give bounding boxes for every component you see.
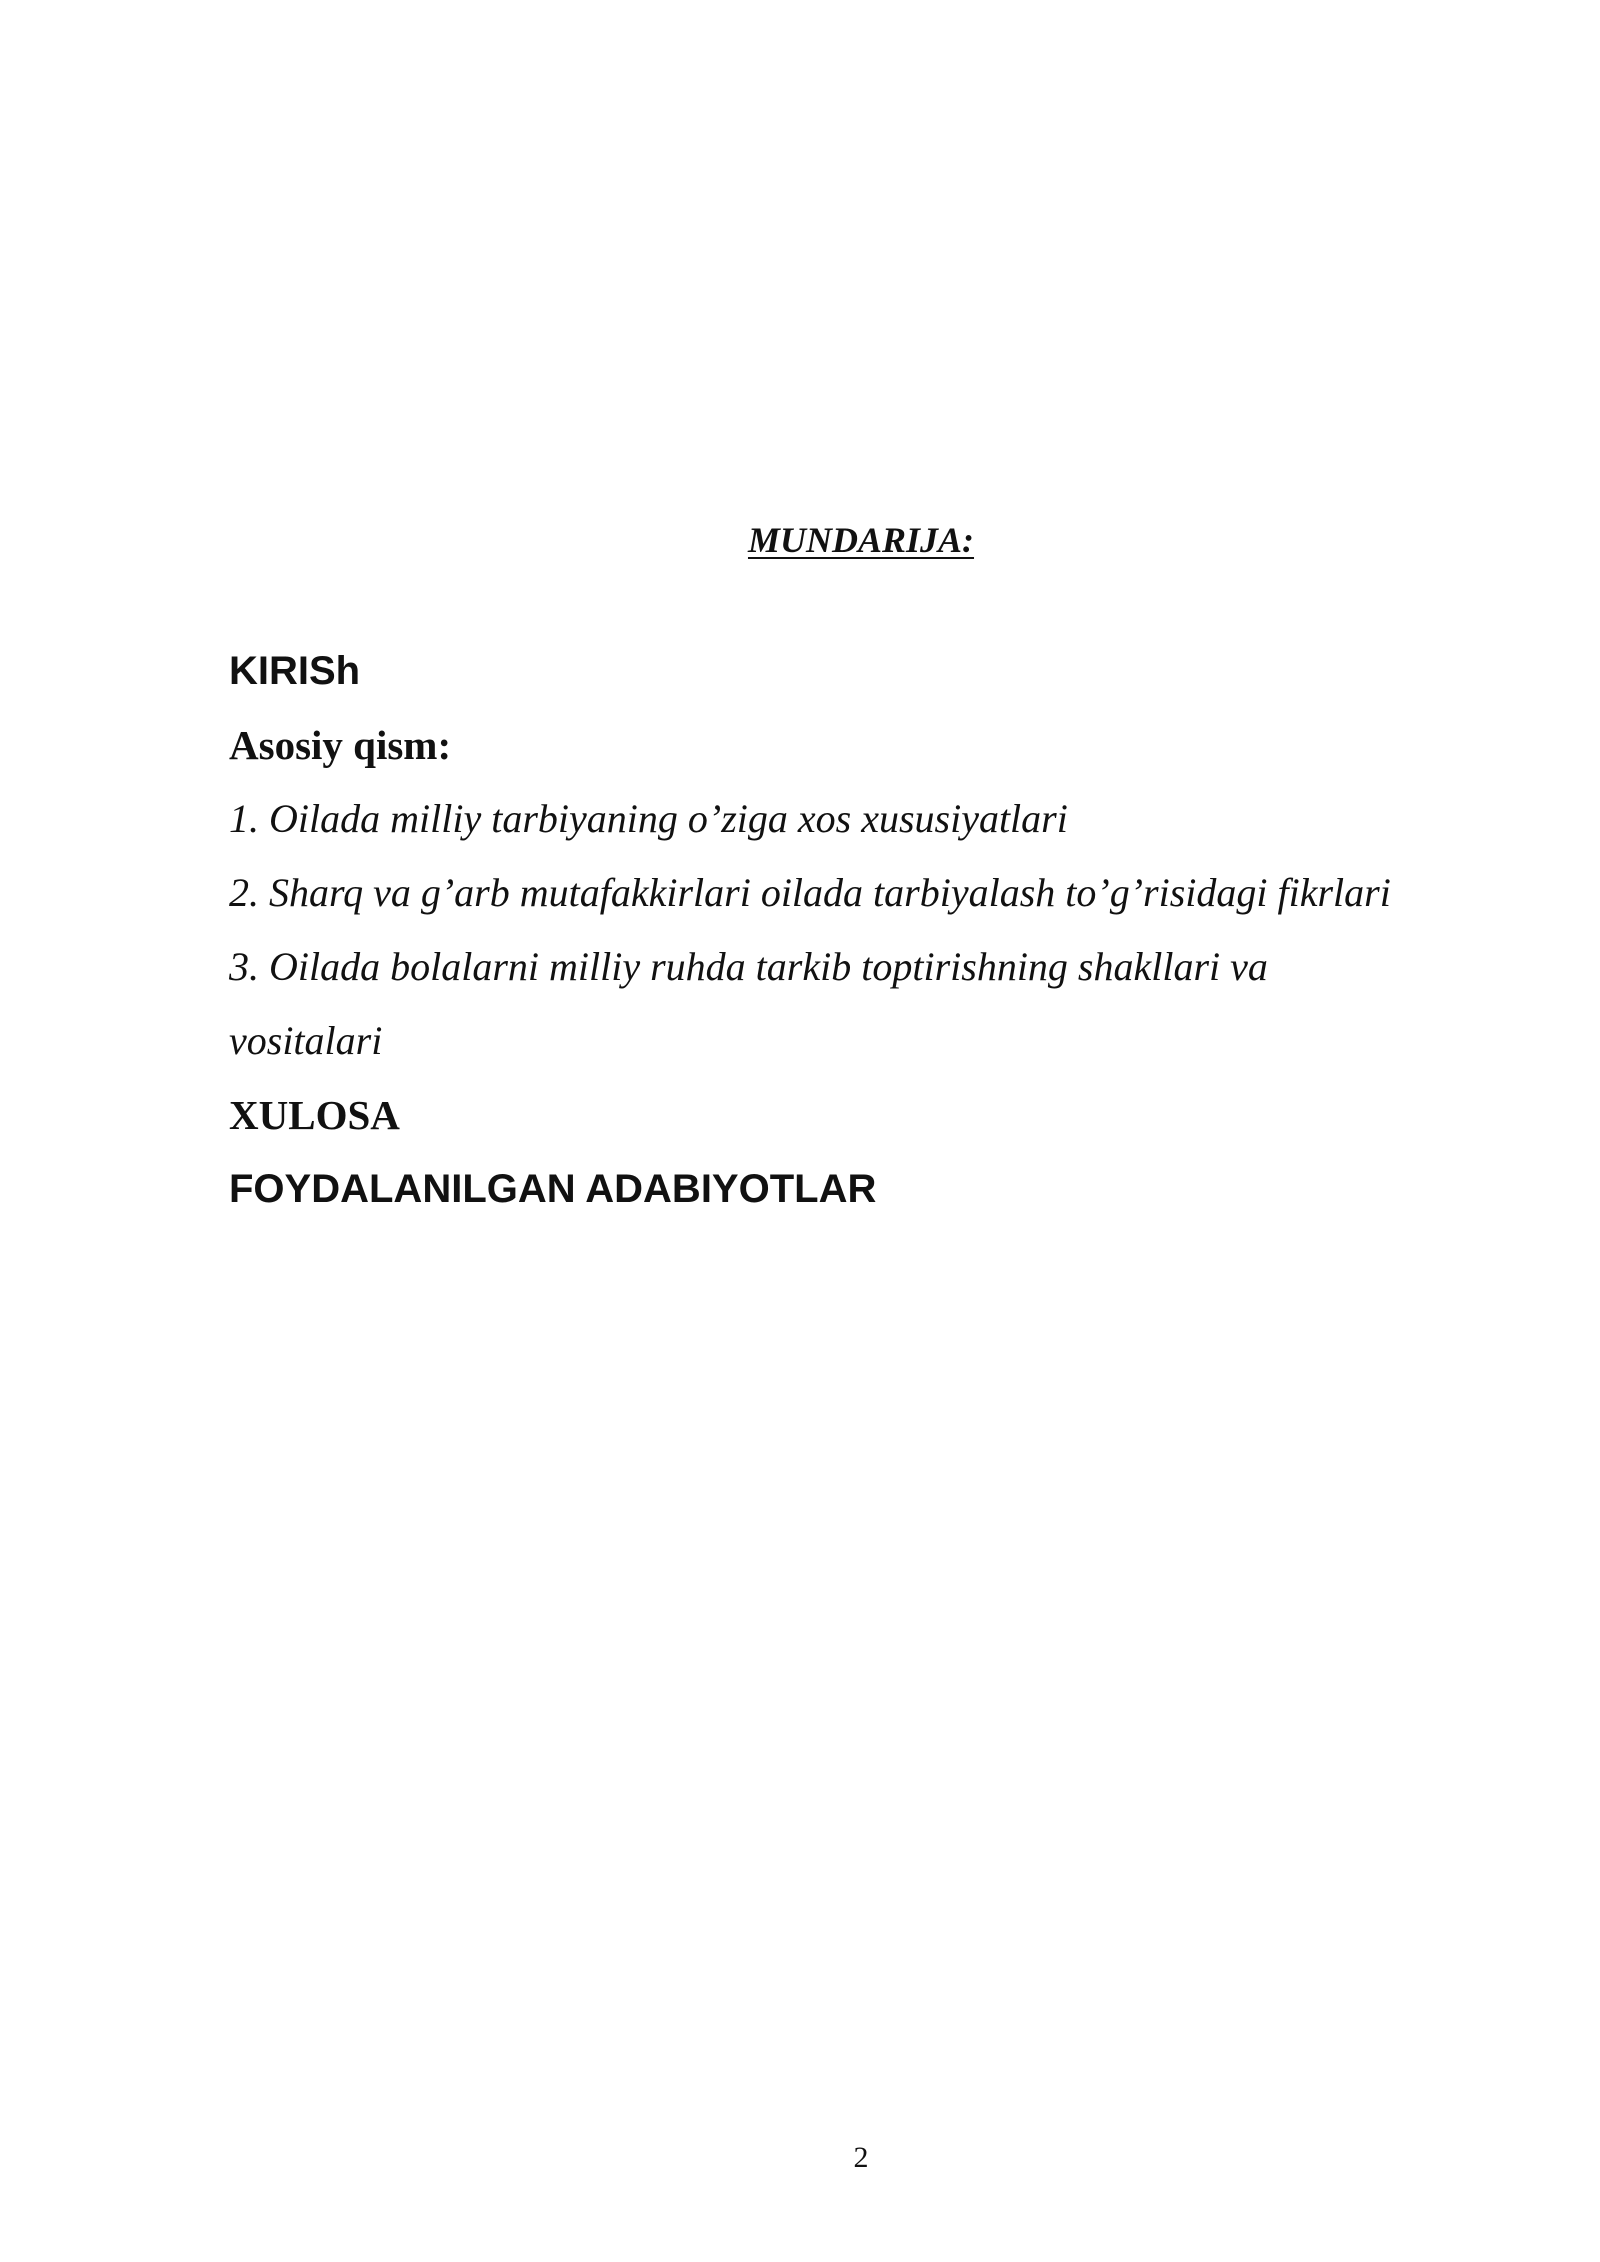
toc-entry-kirish: KIRISh	[229, 649, 361, 693]
page-number: 2	[853, 2141, 869, 2174]
toc-entry-section-1: 1. Oilada milliy tarbiyaning o’ziga xos xususiyatlari	[229, 796, 1068, 841]
toc-entry-references: FOYDALANILGAN ADABIYOTLAR	[229, 1167, 877, 1211]
toc-entry-xulosa: XULOSA	[229, 1092, 400, 1138]
table-of-contents	[229, 634, 1569, 1226]
toc-title: MUNDARIJA:	[747, 520, 975, 560]
toc-entry-asosiy-qism: Asosiy qism:	[229, 722, 452, 768]
toc-entry-section-2: 2. Sharq va g’arb mutafakkirlari oilada tarbiyalash to’g’risidagi fikrlari	[229, 870, 1391, 915]
toc-entry-section-3-continued: vositalari	[229, 1018, 383, 1063]
toc-entry-section-3: 3. Oilada bolalarni milliy ruhda tarkib toptirishning shakllari va	[229, 944, 1268, 989]
